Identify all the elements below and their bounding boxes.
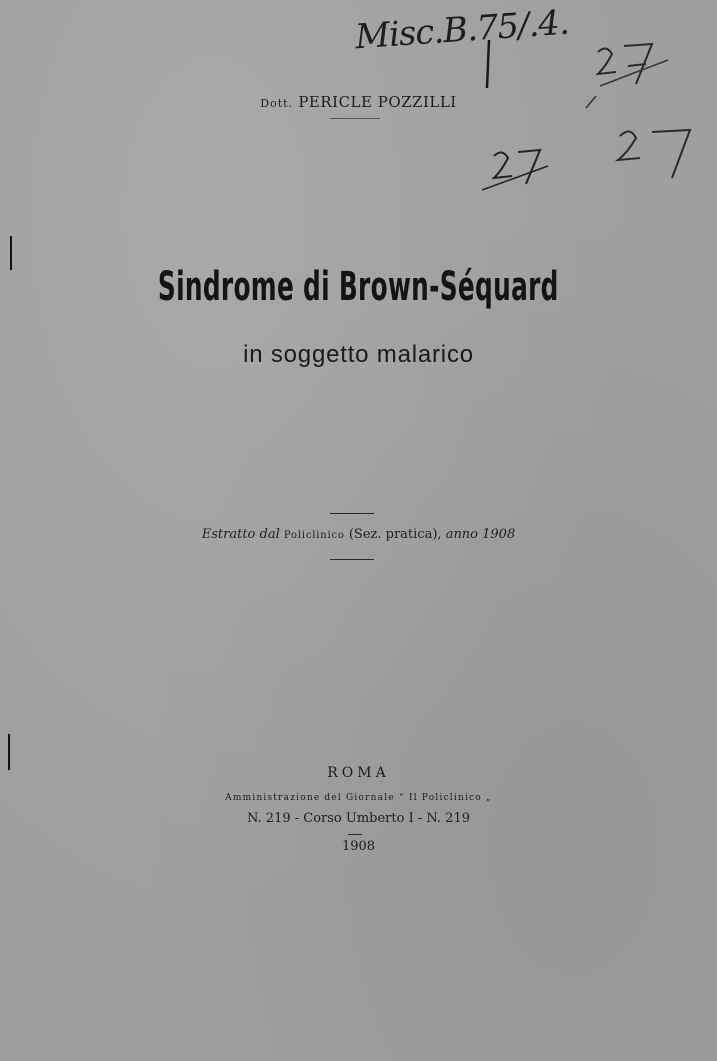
imprint-year-rule (348, 834, 362, 835)
imprint-address: N. 219 - Corso Umberto I - N. 219 (246, 811, 470, 826)
author-rule (330, 118, 380, 119)
author-name: PERICLE POZZILLI (298, 93, 457, 111)
handwritten-numbers (0, 0, 717, 260)
imprint-admin (0, 789, 717, 803)
handwritten-shelfmark: Misc.B.75/.4. (353, 2, 570, 58)
handwritten-27-b (618, 130, 690, 178)
imprint-admin-prefix: Amministrazione del Giornale (225, 793, 395, 803)
imprint-year: 1908 (341, 839, 376, 854)
extract-journal: Policlinico (283, 530, 345, 541)
extract-year: anno 1908 (445, 527, 516, 542)
handwritten-27-a (598, 44, 652, 84)
margin-mark-top (10, 236, 12, 270)
extract-section: (Sez. pratica), (348, 527, 442, 542)
extract-rule-bottom (330, 559, 374, 560)
extract-rule-top (330, 513, 374, 514)
imprint-admin-title: “ Il Policlinico „ (399, 793, 492, 803)
handwritten-27-c (494, 150, 540, 184)
document-title: Sindrome di Brown-Séquard (157, 264, 559, 310)
author-line (0, 93, 717, 111)
shelfmark-stroke (487, 40, 489, 88)
extract-line (0, 527, 717, 542)
imprint-city: ROMA (327, 765, 390, 781)
document-subtitle: in soggetto malarico (243, 341, 474, 368)
handwritten-strike-c (482, 166, 548, 190)
author-prefix: Dott. (260, 97, 294, 110)
extract-lead: Estratto dal (201, 527, 280, 542)
